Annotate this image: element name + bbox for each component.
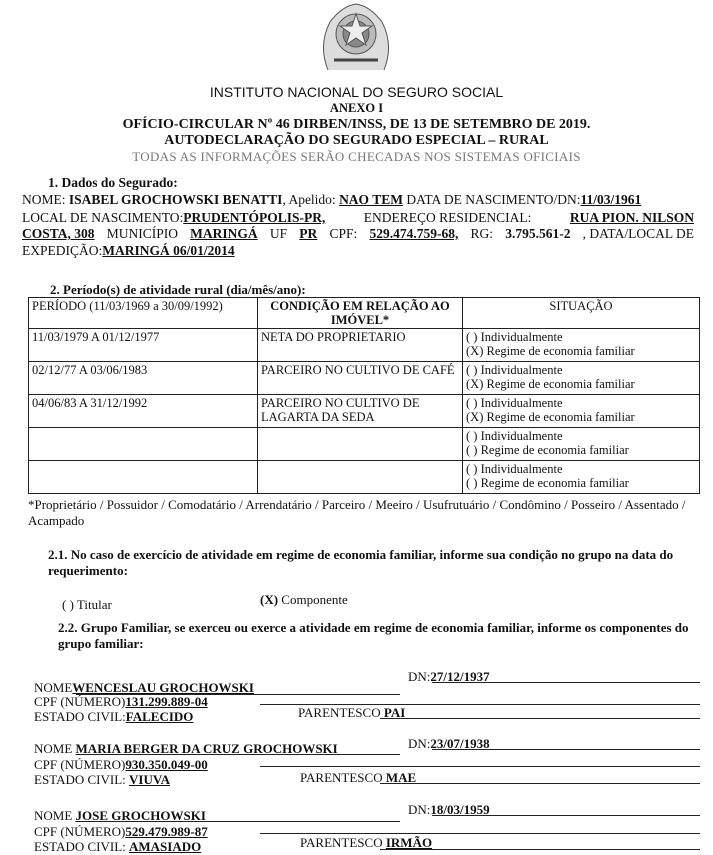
table-row <box>29 428 700 461</box>
table-footnote: *Proprietário / Possuidor / Comodatário / Arrendatário / Parceiro / Meeiro / Usufrutuário / Condômino / Posseiro / Assentado / Acampado <box>28 497 686 528</box>
expedition-line <box>22 243 235 259</box>
member-name: WENCESLAU GROCHOWSKI <box>72 680 254 695</box>
birth-date: 11/03/1961 <box>580 192 642 207</box>
situacao-cell <box>463 329 700 362</box>
rg-label: RG: <box>470 226 494 241</box>
insured-name-line <box>22 192 694 208</box>
member-name: JOSE GROCHOWSKI <box>75 808 206 823</box>
condicao-cell: PARCEIRO NO CULTIVO DE CAFÉ <box>258 362 463 395</box>
coat-of-arms-seal <box>308 0 404 72</box>
member-cpf-label: CPF (NÚMERO) <box>34 757 126 772</box>
member-dn-label: DN: <box>408 802 431 817</box>
institute-name: INSTITUTO NACIONAL DO SEGURO SOCIAL <box>209 84 504 100</box>
dn-underline <box>432 815 700 816</box>
cpf-underline <box>260 766 700 767</box>
section22-question: 2.2. Grupo Familiar, se exerceu ou exerce a atividade em regime de economia familiar, informe os componentes do grupo familiar: <box>58 620 689 651</box>
cpf-underline <box>260 833 700 834</box>
member-parentesco: PAI <box>383 705 406 720</box>
table-row <box>29 329 700 362</box>
titular-option: ( ) Titular <box>62 597 112 612</box>
apelido-value: NAO TEM <box>339 192 403 207</box>
member-cpf: 529.479.989-87 <box>125 824 208 839</box>
individual-option: ( ) Individualmente <box>466 330 563 344</box>
componente-label: Componente <box>278 592 348 607</box>
expedition-value: MARINGÁ 06/01/2014 <box>102 243 235 258</box>
section21-question: 2.1. No caso de exercício de atividade em regime de economia familiar, informe sua condição no grupo na data do requerimento: <box>48 547 674 578</box>
local-label: LOCAL DE NASCIMENTO: <box>22 210 184 225</box>
member-cpf-label: CPF (NÚMERO) <box>34 824 126 839</box>
member-name: MARIA BERGER DA CRUZ GROCHOWSKI <box>75 741 338 756</box>
periodo-cell <box>29 461 258 494</box>
col-condicao: CONDIÇÃO EM RELAÇÃO AO IMÓVEL* <box>258 298 463 329</box>
member-nome-label: NOME <box>34 808 73 823</box>
section2-heading: 2. Período(s) de atividade rural (dia/mês/ano): <box>50 282 306 297</box>
periodo-cell: 04/06/83 A 31/12/1992 <box>29 395 258 428</box>
parentesco-underline <box>380 783 700 784</box>
cpf-label: CPF: <box>329 226 358 241</box>
condicao-cell: PARCEIRO NO CULTIVO DE LAGARTA DA SEDA <box>258 395 463 428</box>
parentesco-underline <box>380 849 700 850</box>
dn-underline <box>432 749 700 750</box>
table-row <box>29 395 700 428</box>
member-cpf-label: CPF (NÚMERO) <box>34 694 126 709</box>
situacao-cell <box>463 428 700 461</box>
document-title: AUTODECLARAÇÃO DO SEGURADO ESPECIAL – RURAL <box>164 133 549 148</box>
condicao-cell: NETA DO PROPRIETARIO <box>258 329 463 362</box>
table-header-row <box>29 298 700 329</box>
annex-label: ANEXO I <box>329 101 384 115</box>
expedicao-label: EXPEDIÇÃO: <box>22 243 103 258</box>
member-dn-label: DN: <box>408 669 431 684</box>
componente-option <box>260 592 348 608</box>
apelido-label: , Apelido: <box>282 192 336 207</box>
regime-option: (X) Regime de economia familiar <box>466 410 635 424</box>
col-periodo: PERÍODO (11/03/1969 a 30/09/1992) <box>29 298 258 329</box>
situacao-cell <box>463 461 700 494</box>
member-civil-label: ESTADO CIVIL: <box>34 839 126 854</box>
municipio-label: MUNICÍPIO <box>106 226 178 241</box>
condicao-cell <box>258 428 463 461</box>
periodo-cell: 11/03/1979 A 01/12/1977 <box>29 329 258 362</box>
table-row <box>29 461 700 494</box>
data-local-label: , DATA/LOCAL DE <box>582 226 694 241</box>
member-civil-label: ESTADO CIVIL: <box>34 709 126 724</box>
situacao-cell <box>463 362 700 395</box>
address-part1: RUA PION. NILSON <box>569 210 694 225</box>
municipio-value: MARINGÁ <box>190 226 258 241</box>
uf-value: PR <box>299 226 318 241</box>
verification-notice: TODAS AS INFORMAÇÕES SERÃO CHECADAS NOS SISTEMAS OFICIAIS <box>132 149 581 164</box>
regime-option: (X) Regime de economia familiar <box>466 344 635 358</box>
member-dn-label: DN: <box>408 736 431 751</box>
individual-option: ( ) Individualmente <box>466 396 563 410</box>
member-dn: 18/03/1959 <box>430 802 490 817</box>
member-parentesco-label: PARENTESCO <box>300 835 383 850</box>
componente-mark: (X) <box>260 592 279 607</box>
member-civil: AMASIADO <box>129 839 202 854</box>
member-dn: 27/12/1937 <box>430 669 490 684</box>
individual-option: ( ) Individualmente <box>466 462 563 476</box>
condicao-cell <box>258 461 463 494</box>
member-cpf: 930.350.049-00 <box>125 757 208 772</box>
situacao-cell <box>463 395 700 428</box>
dn-label: DATA DE NASCIMENTO/DN: <box>406 192 581 207</box>
dn-underline <box>432 682 700 683</box>
periodo-cell: 02/12/77 A 03/06/1983 <box>29 362 258 395</box>
member-civil: VIUVA <box>129 772 170 787</box>
individual-option: ( ) Individualmente <box>466 429 563 443</box>
rg-value: 3.795.561-2 <box>505 226 571 241</box>
col-situacao: SITUAÇÃO <box>463 298 700 329</box>
member-parentesco-label: PARENTESCO <box>298 705 381 720</box>
table-row <box>29 362 700 395</box>
member-parentesco: IRMÃO <box>385 835 433 850</box>
uf-label: UF <box>269 226 288 241</box>
birthplace: PRUDENTÓPOLIS-PR, <box>183 210 326 225</box>
name-underline <box>80 821 400 822</box>
member-cpf: 131.299.889-04 <box>125 694 208 709</box>
name-underline <box>80 754 400 755</box>
individual-option: ( ) Individualmente <box>466 363 563 377</box>
rural-activity-table <box>28 297 700 494</box>
member-nome-label: NOME <box>34 680 73 695</box>
member-parentesco: MAE <box>385 770 417 785</box>
regime-option: (X) Regime de economia familiar <box>466 377 635 391</box>
address-line <box>22 226 694 242</box>
insured-name: ISABEL GROCHOWSKI BENATTI <box>68 192 283 207</box>
nome-label: NOME: <box>22 192 66 207</box>
parentesco-underline <box>380 718 700 719</box>
member-nome-label: NOME <box>34 741 73 756</box>
birthplace-line <box>22 210 694 226</box>
periodo-cell <box>29 428 258 461</box>
endereco-label: ENDEREÇO RESIDENCIAL: <box>363 210 532 225</box>
member-parentesco-label: PARENTESCO <box>300 770 383 785</box>
cpf-value: 529.474.759-68, <box>369 226 459 241</box>
member-civil: FALECIDO <box>125 709 194 724</box>
regime-option: ( ) Regime de economia familiar <box>466 443 629 457</box>
member-dn: 23/07/1938 <box>430 736 490 751</box>
oficio-line: OFÍCIO-CIRCULAR Nº 46 DIRBEN/INSS, DE 13 DE SETEMBRO DE 2019. <box>122 117 591 132</box>
member-civil-label: ESTADO CIVIL: <box>34 772 126 787</box>
regime-option: ( ) Regime de economia familiar <box>466 476 629 490</box>
address-part2: COSTA, 308 <box>22 226 95 241</box>
section1-heading: 1. Dados do Segurado: <box>48 175 178 190</box>
